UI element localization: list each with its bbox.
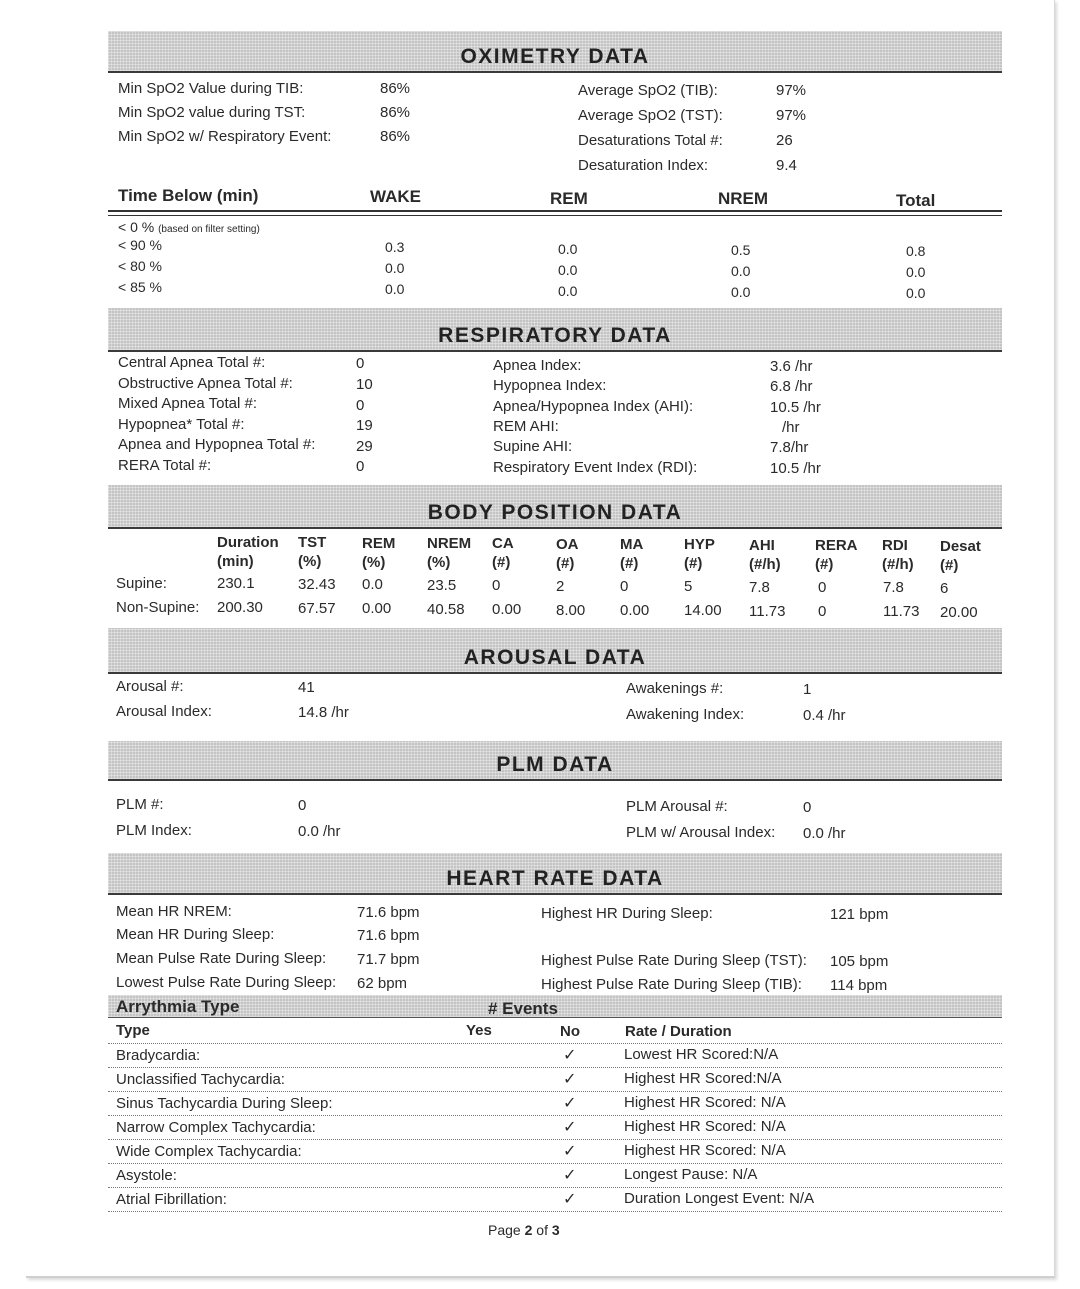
oxi-value-min-tib: 86% [380,80,411,97]
bp-cell: 40.58 [427,601,465,618]
plm-label: PLM Arousal #: [626,798,728,815]
bp-col-rem [362,534,395,572]
bp-col-head: Desat [940,538,981,555]
hr-label: Mean HR During Sleep: [116,926,275,943]
time-below-cell: 0.0 [385,260,405,276]
arousal-value: 41 [298,679,315,696]
arr-row-divider [108,1067,1002,1068]
time-below-cell: 0.8 [906,243,926,259]
resp-value: 10 [356,376,373,393]
time-below-col-nrem: NREM [718,189,769,208]
bp-col-unit: (%) [362,554,386,571]
bp-cell: 11.73 [749,603,786,620]
bp-col-unit: (#/h) [882,556,914,573]
time-below-header: Time Below (min) [118,186,259,205]
resp-value: 19 [356,417,373,434]
bp-col-unit: (#) [492,554,511,571]
bp-cell: 8.00 [556,602,586,619]
page-number-current: 2 [524,1222,533,1238]
arousal-label: Awakenings #: [626,680,724,697]
arr-row-divider [108,1211,1002,1212]
respiratory-section-header [108,308,1002,352]
arr-type: Sinus Tachycardia During Sleep: [116,1095,333,1112]
bp-col-unit: (#) [684,555,703,572]
resp-label: Hypopnea* Total #: [118,416,245,433]
arr-type: Narrow Complex Tachycardia: [116,1119,316,1136]
time-below-cell: 0.5 [731,242,751,258]
page-number-total: 3 [551,1222,560,1238]
resp-value: 29 [356,438,373,455]
resp-value: 7.8/hr [770,439,809,456]
arousal-section-header [108,628,1002,674]
hr-label: Lowest Pulse Rate During Sleep: [116,974,337,991]
oxi-value-desat-index: 9.4 [776,157,797,174]
oxi-label-avg-tst: Average SpO2 (TST): [578,107,723,124]
oxi-label-avg-tib: Average SpO2 (TIB): [578,82,718,99]
time-below-cell: 0.0 [906,285,926,301]
resp-value: 10.5 /hr [770,460,821,477]
bp-col-head: HYP [684,536,715,553]
plm-value: 0.0 /hr [803,825,846,842]
oxi-value-desat-total: 26 [776,132,793,149]
resp-value: 0 [356,397,365,414]
bp-col-unit: (#) [940,557,959,574]
page-number-prefix: Page [488,1222,525,1238]
bp-cell: 0.0 [362,576,383,593]
bp-cell: 5 [684,578,693,595]
bp-col-head: Duration [217,534,279,551]
arr-rate: Highest HR Scored: N/A [624,1118,786,1135]
arr-row-divider [108,1139,1002,1140]
arousal-value: 14.8 /hr [298,704,349,721]
arr-row-divider [108,1115,1002,1116]
bp-col-unit: (%) [427,554,451,571]
bp-cell: 32.43 [298,576,336,593]
plm-section-header [108,741,1002,781]
time-below-col-total: Total [896,191,936,210]
hr-label: Highest Pulse Rate During Sleep (TIB): [541,976,802,993]
time-below-row-label: < 80 % [118,258,162,274]
arr-rate: Highest HR Scored: N/A [624,1142,786,1159]
resp-value: 3.6 /hr [770,358,813,375]
bp-col-duration [217,533,279,571]
time-below-rule-bottom [108,215,1002,216]
bp-row-label-nonsupine: Non-Supine: [116,599,200,616]
time-below-row-label: < 90 % [118,237,162,253]
time-below-note: (based on filter setting) [158,224,260,235]
bp-cell: 7.8 [883,579,904,596]
bp-cell: 0.00 [492,601,522,618]
bp-cell: 200.30 [217,599,263,616]
bp-col-unit: (min) [217,553,254,570]
arr-col-type: Type [116,1022,150,1039]
hr-label: Highest Pulse Rate During Sleep (TST): [541,952,807,969]
check-icon: ✓ [563,1143,577,1160]
resp-label: Respiratory Event Index (RDI): [493,459,698,476]
arr-type: Wide Complex Tachycardia: [116,1143,302,1160]
arrhythmia-title: Arrythmia Type [116,997,240,1016]
bp-col-head: MA [620,536,644,553]
bp-col-unit: (#) [620,555,639,572]
bp-cell: 20.00 [940,604,978,621]
heart-rate-section-header [108,853,1002,895]
time-below-cell: 0.0 [558,283,578,299]
check-icon: ✓ [563,1119,577,1136]
check-icon: ✓ [563,1191,577,1208]
bp-col-oa [556,535,579,573]
bp-col-head: RERA [815,537,858,554]
resp-label: Apnea Index: [493,357,582,374]
bp-col-rera [815,536,858,574]
bp-col-nrem [427,534,471,572]
arr-col-no: No [560,1023,580,1040]
bp-col-unit: (#) [556,555,575,572]
arr-row-divider [108,1043,1002,1044]
arr-row-divider [108,1163,1002,1164]
time-below-col-wake: WAKE [370,187,421,206]
resp-label: Mixed Apnea Total #: [118,395,257,412]
arr-rate: Longest Pause: N/A [624,1166,758,1183]
bp-col-head: NREM [427,535,472,552]
hr-value: 114 bpm [830,977,888,994]
arr-rate: Highest HR Scored: N/A [624,1094,786,1111]
hr-value: 71.6 bpm [357,927,420,944]
resp-label: Hypopnea Index: [493,377,607,394]
arousal-label: Arousal Index: [116,703,212,720]
time-below-note-row [118,219,260,235]
resp-label: Apnea and Hypopnea Total #: [118,436,316,453]
check-icon: ✓ [563,1095,577,1112]
arr-row-divider [108,1091,1002,1092]
time-below-col-rem: REM [550,189,588,208]
hr-value: 71.7 bpm [357,951,420,968]
plm-label: PLM #: [116,796,164,813]
oxi-label-min-resp: Min SpO2 w/ Respiratory Event: [118,128,332,145]
oxi-value-min-resp: 86% [380,128,411,145]
plm-label: PLM Index: [116,822,192,839]
bp-col-ahi [749,536,781,574]
time-below-cell: 0.0 [558,241,578,257]
check-icon: ✓ [563,1167,577,1184]
resp-label: Supine AHI: [493,438,573,455]
bp-col-tst [298,533,326,571]
bp-col-unit: (%) [298,553,322,570]
bp-col-head: RDI [882,537,908,554]
bp-cell: 7.8 [749,579,770,596]
plm-title: PLM DATA [496,753,614,776]
plm-value: 0.0 /hr [298,823,341,840]
arousal-label: Arousal #: [116,678,184,695]
bp-col-desat [940,537,981,575]
resp-value: 0 [356,355,365,372]
resp-label: RERA Total #: [118,457,212,474]
oxi-value-min-tst: 86% [380,104,411,121]
time-below-cell: 0.0 [558,262,578,278]
hr-label: Mean HR NREM: [116,903,232,920]
arousal-value: 1 [803,681,812,698]
arr-rate: Highest HR Scored:N/A [624,1070,782,1087]
arr-col-yes: Yes [466,1022,492,1039]
resp-label: Obstructive Apnea Total #: [118,375,293,392]
time-below-cell: 0.0 [385,281,405,297]
plm-value: 0 [803,799,812,816]
oxi-label-desat-index: Desaturation Index: [578,157,709,174]
bp-col-ca [492,534,514,572]
bp-col-rdi [882,536,914,574]
resp-value: /hr [782,419,800,436]
bp-col-unit: (#/h) [749,556,781,573]
bp-cell: 0.00 [362,600,392,617]
bp-col-ma [620,535,643,573]
arr-col-rate: Rate / Duration [625,1023,732,1040]
page-number-middle: of [532,1222,552,1238]
bp-cell: 0 [818,603,827,620]
bp-cell: 2 [556,578,565,595]
bp-cell: 67.57 [298,600,336,617]
events-title: # Events [488,999,558,1018]
oxi-label-min-tst: Min SpO2 value during TST: [118,104,306,121]
check-icon: ✓ [563,1071,577,1088]
bp-cell: 0.00 [620,602,650,619]
bp-cell: 23.5 [427,577,457,594]
arr-type: Atrial Fibrillation: [116,1191,227,1208]
arousal-label: Awakening Index: [626,706,745,723]
oxi-label-desat-total: Desaturations Total #: [578,132,723,149]
time-below-row-label: < 85 % [118,279,162,295]
time-below-note-label: < 0 % [118,219,155,235]
arr-row-divider [108,1187,1002,1188]
check-icon: ✓ [563,1047,577,1064]
resp-value: 0 [356,458,365,475]
time-below-cell: 0.0 [731,284,751,300]
heart-rate-title: HEART RATE DATA [446,867,664,890]
hr-label: Highest HR During Sleep: [541,905,713,922]
bp-col-unit: (#) [815,556,834,573]
time-below-cell: 0.0 [906,264,926,280]
resp-label: Apnea/Hypopnea Index (AHI): [493,398,694,415]
arousal-title: AROUSAL DATA [463,646,647,669]
plm-label: PLM w/ Arousal Index: [626,824,776,841]
oximetry-title: OXIMETRY DATA [460,45,650,68]
bp-cell: 14.00 [684,602,722,619]
bp-cell: 0 [492,577,501,594]
bp-col-hyp [684,535,715,573]
oxi-label-min-tib: Min SpO2 Value during TIB: [118,80,304,97]
time-below-cell: 0.3 [385,239,405,255]
arousal-value: 0.4 /hr [803,707,846,724]
bp-col-head: AHI [749,537,775,554]
time-below-cell: 0.0 [731,263,751,279]
arr-type: Bradycardia: [116,1047,201,1064]
bp-row-label-supine: Supine: [116,575,167,592]
resp-value: 10.5 /hr [770,399,821,416]
oximetry-section-header [108,31,1002,73]
body-position-title: BODY POSITION DATA [427,501,683,524]
bp-col-head: OA [556,536,579,553]
bp-cell: 6 [940,580,949,597]
respiratory-title: RESPIRATORY DATA [438,324,672,347]
hr-value: 121 bpm [830,906,889,923]
hr-label: Mean Pulse Rate During Sleep: [116,950,327,967]
bp-cell: 0 [818,579,827,596]
arr-type: Unclassified Tachycardia: [116,1071,285,1088]
page-number [488,1222,560,1238]
bp-cell: 230.1 [217,575,255,592]
resp-label: REM AHI: [493,418,559,435]
bp-col-head: CA [492,535,514,552]
arr-rate: Lowest HR Scored:N/A [624,1046,779,1063]
resp-label: Central Apnea Total #: [118,354,266,371]
resp-value: 6.8 /hr [770,378,813,395]
plm-value: 0 [298,797,307,814]
oxi-value-avg-tst: 97% [776,107,807,124]
bp-cell: 11.73 [883,603,920,620]
hr-value: 105 bpm [830,953,889,970]
bp-cell: 0 [620,578,629,595]
body-position-section-header [108,485,1002,529]
bp-col-head: REM [362,535,396,552]
time-below-rule-top [108,210,1002,212]
oxi-value-avg-tib: 97% [776,82,807,99]
arr-type: Asystole: [116,1167,177,1184]
arr-rate: Duration Longest Event: N/A [624,1190,815,1207]
bp-col-head: TST [298,534,327,551]
hr-value: 71.6 bpm [357,904,420,921]
hr-value: 62 bpm [357,975,408,992]
